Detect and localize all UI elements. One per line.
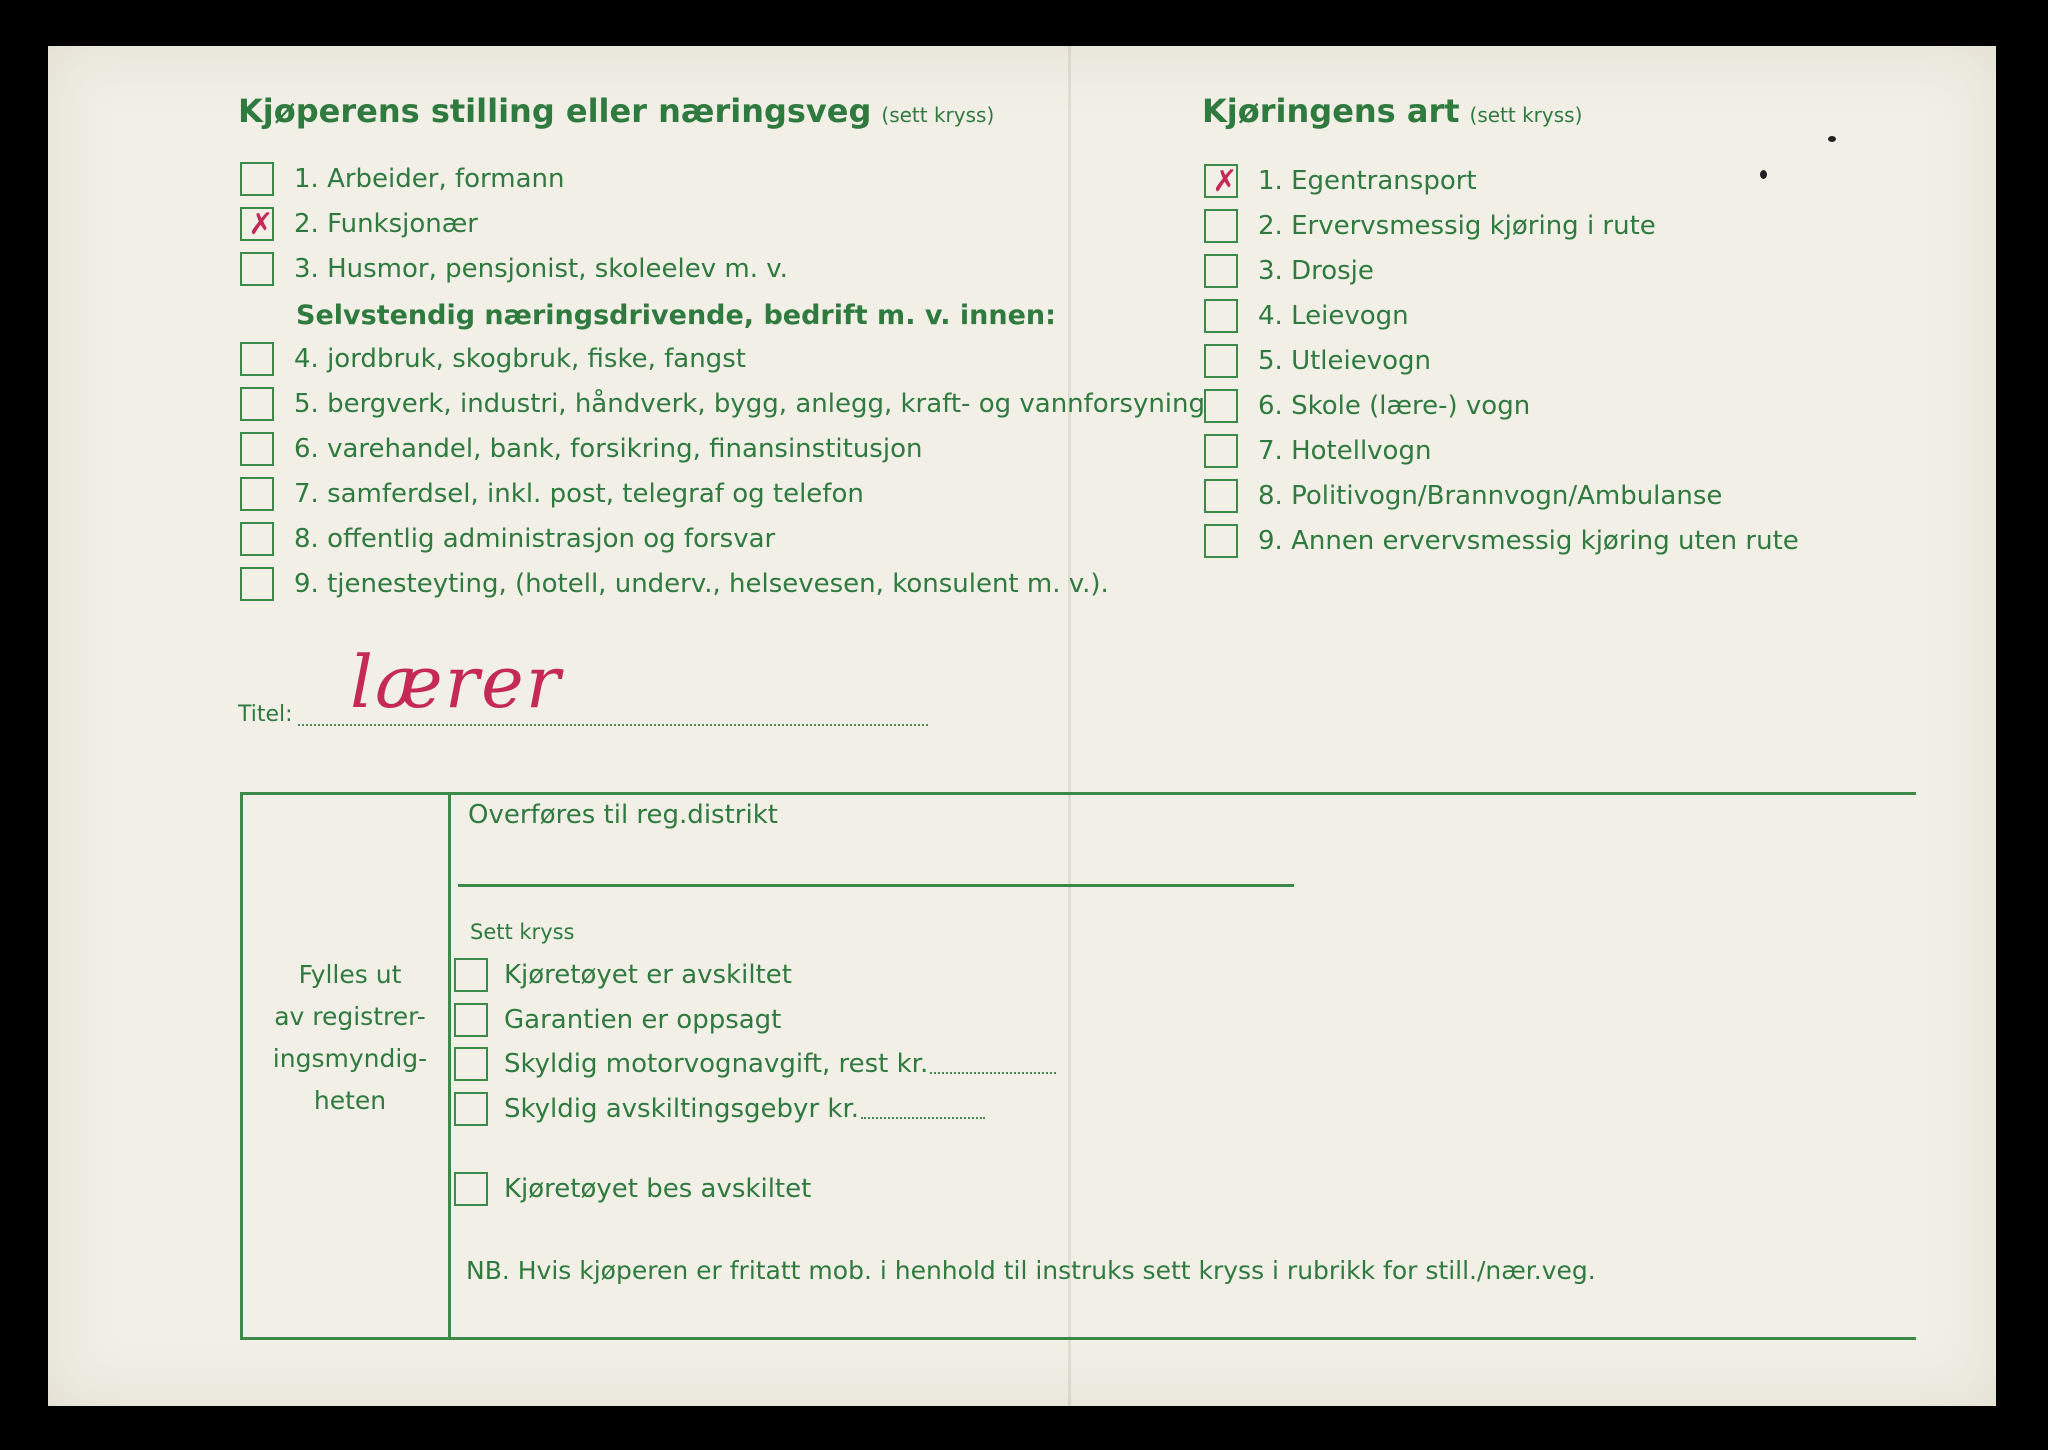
- right-item-2: [1204, 209, 1656, 243]
- right-heading-text: Kjøringens art: [1202, 92, 1460, 130]
- left-heading-note: (sett kryss): [881, 103, 995, 127]
- registry-item-3: [454, 1047, 1056, 1081]
- left-subheading: Selvstendig næringsdrivende, bedrift m. v. innen:: [296, 300, 1056, 331]
- sett-kryss-label: Sett kryss: [470, 920, 575, 944]
- avskiltingsgebyr-amount-field[interactable]: [861, 1099, 985, 1119]
- titel-field-line[interactable]: [298, 724, 928, 726]
- left-item-6-label: 6. varehandel, bank, forsikring, finansinstitusjon: [294, 434, 923, 464]
- nb-note: NB. Hvis kjøperen er fritatt mob. i henhold til instruks sett kryss i rubrikk for still./nær.veg.: [466, 1256, 1596, 1285]
- left-item-5-label: 5. bergverk, industri, håndverk, bygg, anlegg, kraft- og vannforsyning: [294, 389, 1206, 419]
- left-item-8-label: 8. offentlig administrasjon og forsvar: [294, 524, 776, 554]
- ink-speck: [1760, 170, 1767, 179]
- right-item-8: [1204, 479, 1722, 513]
- checkbox-arbeider[interactable]: [240, 162, 274, 196]
- left-item-9: [240, 567, 1109, 601]
- registry-item-1: [454, 958, 792, 992]
- right-item-3: [1204, 254, 1374, 288]
- left-item-2-label: 2. Funksjonær: [294, 209, 478, 239]
- checkbox-offentlig[interactable]: [240, 522, 274, 556]
- titel-label: Titel:: [238, 702, 293, 727]
- right-item-9: [1204, 524, 1799, 558]
- registry-item-4-label: Skyldig avskiltingsgebyr kr.: [504, 1094, 860, 1124]
- checkbox-samferdsel[interactable]: [240, 477, 274, 511]
- checkbox-drosje[interactable]: [1204, 254, 1238, 288]
- left-item-8: [240, 522, 775, 556]
- registry-item-5: [454, 1172, 811, 1206]
- left-item-1: [240, 162, 565, 196]
- right-item-5: [1204, 344, 1431, 378]
- right-item-4-label: 4. Leievogn: [1258, 301, 1409, 331]
- right-item-8-label: 8. Politivogn/Brannvogn/Ambulanse: [1258, 481, 1723, 511]
- registry-item-4: [454, 1092, 985, 1126]
- checkbox-husmor[interactable]: [240, 252, 274, 286]
- motorvognavgift-amount-field[interactable]: [930, 1054, 1056, 1074]
- right-item-2-label: 2. Ervervsmessig kjøring i rute: [1258, 211, 1656, 241]
- left-heading-text: Kjøperens stilling eller næringsveg: [238, 92, 872, 130]
- side-label-line-3: ingsmyndig-: [272, 1044, 428, 1073]
- checkbox-rute[interactable]: [1204, 209, 1238, 243]
- left-item-9-label: 9. tjenesteyting, (hotell, underv., helsevesen, konsulent m. v.).: [294, 569, 1109, 599]
- reg-distrikt-field-line[interactable]: [458, 884, 1294, 887]
- right-item-7: [1204, 434, 1431, 468]
- left-item-4-label: 4. jordbruk, skogbruk, fiske, fangst: [294, 344, 746, 374]
- registry-item-2: [454, 1003, 781, 1037]
- left-item-6: [240, 432, 922, 466]
- right-item-1-label: 1. Egentransport: [1258, 166, 1477, 196]
- right-item-1: [1204, 164, 1477, 198]
- left-item-3: [240, 252, 788, 286]
- registry-item-2-label: Garantien er oppsagt: [504, 1005, 782, 1035]
- left-item-4: [240, 342, 746, 376]
- cross-mark-icon: ✗: [1212, 164, 1238, 199]
- registry-side-label: [250, 954, 450, 1122]
- left-item-7: [240, 477, 864, 511]
- right-item-7-label: 7. Hotellvogn: [1258, 436, 1432, 466]
- checkbox-utleievogn[interactable]: [1204, 344, 1238, 378]
- checkbox-tjenesteyting[interactable]: [240, 567, 274, 601]
- registry-item-1-label: Kjøretøyet er avskiltet: [504, 960, 792, 990]
- side-label-line-2: av registrer-: [274, 1002, 426, 1031]
- left-item-7-label: 7. samferdsel, inkl. post, telegraf og telefon: [294, 479, 864, 509]
- checkbox-bergverk[interactable]: [240, 387, 274, 421]
- left-item-1-label: 1. Arbeider, formann: [294, 164, 565, 194]
- registry-item-3-label: Skyldig motorvognavgift, rest kr.: [504, 1049, 929, 1079]
- side-label-line-1: Fylles ut: [298, 960, 402, 989]
- checkbox-egentransport[interactable]: [1204, 164, 1238, 198]
- overfores-label: Overføres til reg.distrikt: [468, 800, 778, 830]
- checkbox-jordbruk[interactable]: [240, 342, 274, 376]
- cross-mark-icon: ✗: [248, 207, 274, 242]
- right-heading: [1202, 92, 1582, 130]
- checkbox-varehandel[interactable]: [240, 432, 274, 466]
- right-item-6: [1204, 389, 1530, 423]
- titel-handwritten-value: lærer: [350, 640, 563, 724]
- checkbox-funksjonaer[interactable]: [240, 207, 274, 241]
- registry-item-5-label: Kjøretøyet bes avskiltet: [504, 1174, 812, 1204]
- checkbox-garanti[interactable]: [454, 1003, 488, 1037]
- checkbox-avskiltet[interactable]: [454, 958, 488, 992]
- right-item-5-label: 5. Utleievogn: [1258, 346, 1432, 376]
- left-heading: [238, 92, 994, 130]
- left-item-2: [240, 207, 478, 241]
- right-item-4: [1204, 299, 1409, 333]
- side-label-line-4: heten: [313, 1086, 387, 1115]
- checkbox-hotellvogn[interactable]: [1204, 434, 1238, 468]
- left-item-3-label: 3. Husmor, pensjonist, skoleelev m. v.: [294, 254, 788, 284]
- right-item-6-label: 6. Skole (lære-) vogn: [1258, 391, 1531, 421]
- right-heading-note: (sett kryss): [1469, 103, 1583, 127]
- checkbox-skolevogn[interactable]: [1204, 389, 1238, 423]
- left-item-5: [240, 387, 1205, 421]
- checkbox-leievogn[interactable]: [1204, 299, 1238, 333]
- right-item-9-label: 9. Annen ervervsmessig kjøring uten rute: [1258, 526, 1799, 556]
- checkbox-politivogn[interactable]: [1204, 479, 1238, 513]
- checkbox-motorvognavgift[interactable]: [454, 1047, 488, 1081]
- ink-speck: [1828, 136, 1836, 142]
- checkbox-avskiltingsgebyr[interactable]: [454, 1092, 488, 1126]
- checkbox-annen[interactable]: [1204, 524, 1238, 558]
- right-item-3-label: 3. Drosje: [1258, 256, 1374, 286]
- checkbox-bes-avskiltet[interactable]: [454, 1172, 488, 1206]
